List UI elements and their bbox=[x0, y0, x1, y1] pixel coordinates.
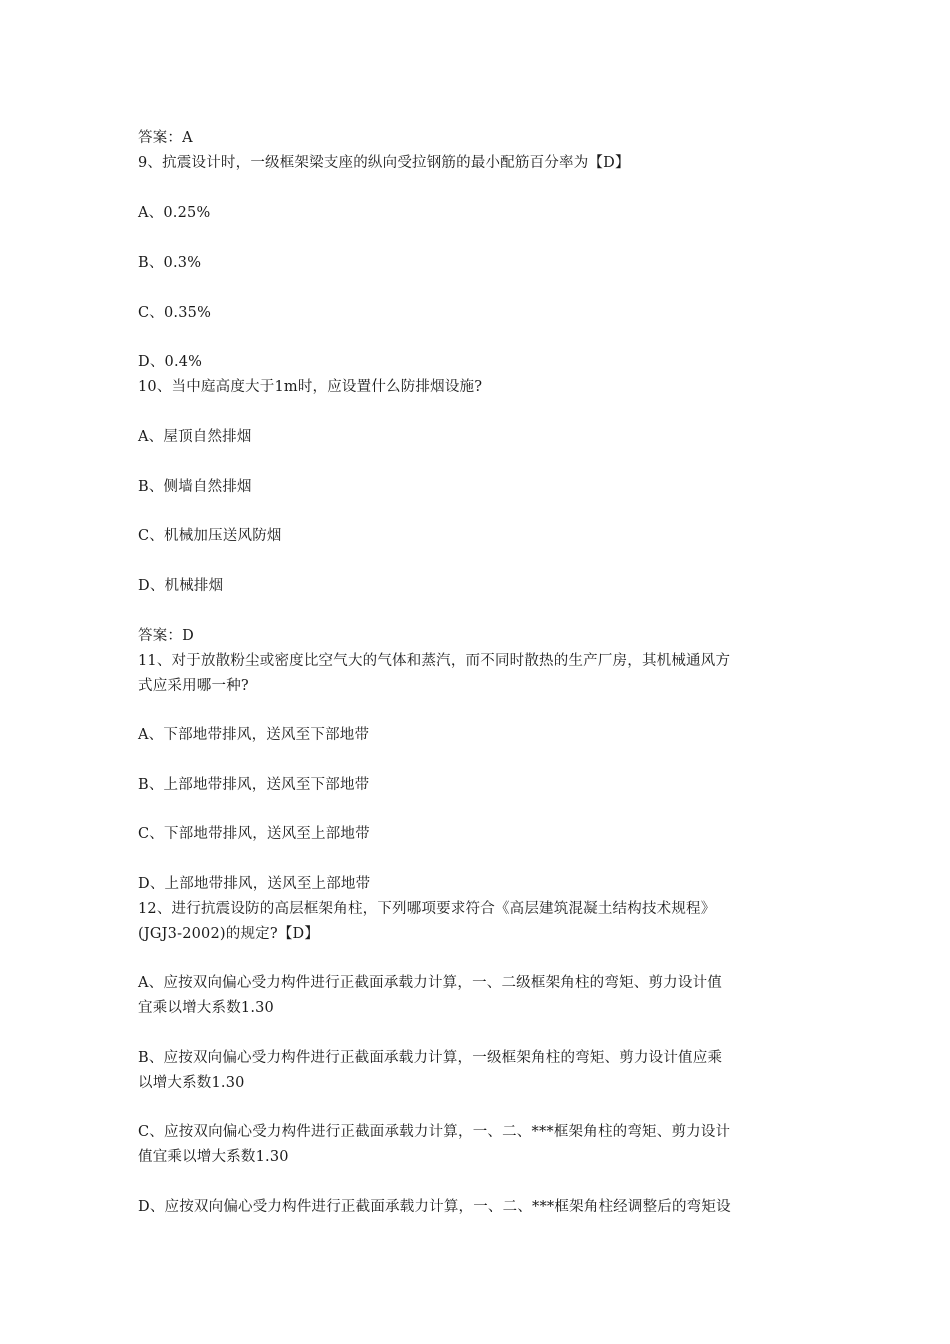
question-10: 10、当中庭高度大于1m时，应设置什么防排烟设施? bbox=[138, 379, 483, 395]
q10-option-c: C、机械加压送风防烟 bbox=[138, 528, 282, 544]
q12-option-c-line-1: C、应按双向偏心受力构件进行正截面承载力计算，一、二、***框架角柱的弯矩、剪力设计 bbox=[138, 1124, 731, 1140]
q9-option-d: D、0.4% bbox=[138, 354, 203, 370]
q10-option-b: B、侧墙自然排烟 bbox=[138, 479, 252, 495]
q11-option-d: D、上部地带排风，送风至上部地带 bbox=[138, 876, 371, 892]
q10-option-a: A、屋顶自然排烟 bbox=[138, 429, 252, 445]
q12-option-c-line-2: 值宜乘以增大系数1.30 bbox=[138, 1149, 289, 1165]
question-12-line-1: 12、进行抗震设防的高层框架角柱，下列哪项要求符合《高层建筑混凝土结构技术规程》 bbox=[138, 901, 716, 917]
q12-option-b-line-1: B、应按双向偏心受力构件进行正截面承载力计算，一级框架角柱的弯矩、剪力设计值应乘 bbox=[138, 1050, 723, 1066]
answer-line: 答案：A bbox=[138, 130, 193, 146]
q9-option-c: C、0.35% bbox=[138, 305, 212, 321]
question-11-line-2: 式应采用哪一种? bbox=[138, 678, 249, 694]
q11-option-a: A、下部地带排风，送风至下部地带 bbox=[138, 727, 370, 743]
q9-option-a: A、0.25% bbox=[138, 205, 211, 221]
question-12-line-2: (JGJ3-2002)的规定?【D】 bbox=[138, 926, 320, 942]
q12-option-d-line-1: D、应按双向偏心受力构件进行正截面承载力计算，一、二、***框架角柱经调整后的弯矩设 bbox=[138, 1199, 731, 1215]
q12-option-a-line-2: 宜乘以增大系数1.30 bbox=[138, 1000, 274, 1016]
q11-option-c: C、下部地带排风，送风至上部地带 bbox=[138, 826, 370, 842]
question-11-line-1: 11、对于放散粉尘或密度比空气大的气体和蒸汽，而不同时散热的生产厂房，其机械通风方 bbox=[138, 653, 731, 669]
q12-option-a-line-1: A、应按双向偏心受力构件进行正截面承载力计算，一、二级框架角柱的弯矩、剪力设计值 bbox=[138, 975, 722, 991]
q9-option-b: B、0.3% bbox=[138, 255, 202, 271]
q11-option-b: B、上部地带排风，送风至下部地带 bbox=[138, 777, 370, 793]
q12-option-b-line-2: 以增大系数1.30 bbox=[138, 1075, 245, 1091]
answer-line: 答案：D bbox=[138, 628, 194, 644]
q10-option-d: D、机械排烟 bbox=[138, 578, 224, 594]
question-9: 9、抗震设计时，一级框架梁支座的纵向受拉钢筋的最小配筋百分率为【D】 bbox=[138, 155, 630, 171]
